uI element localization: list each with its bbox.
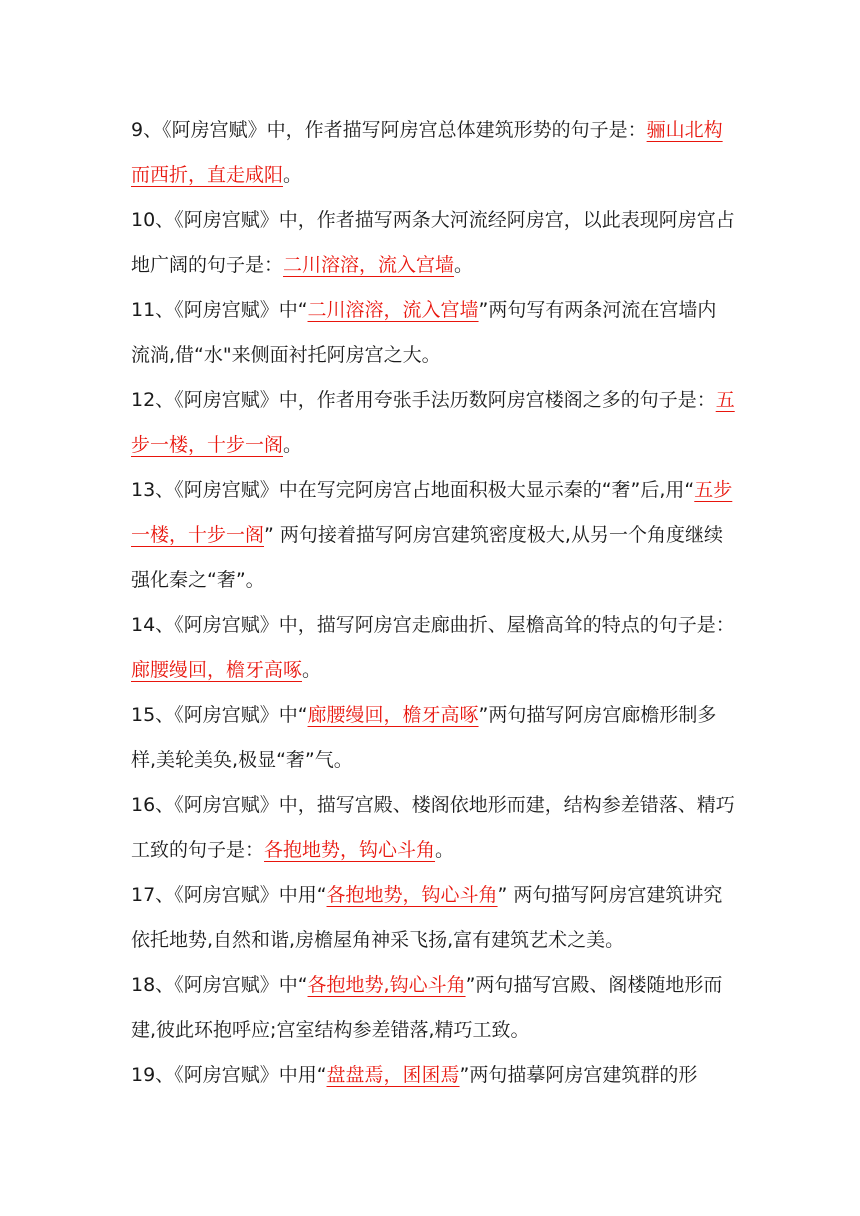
question-item [131, 783, 735, 873]
item-number: 18、 [131, 974, 175, 996]
item-number: 19、 [131, 1064, 175, 1086]
item-number: 13、 [131, 479, 175, 501]
question-text: 。 [283, 434, 303, 456]
question-text: ” 两句接着描写阿房宫建筑密度极大,从另一个角度继续强化秦之“奢”。 [131, 524, 723, 591]
question-text: ” 两句描写阿房宫建筑讲究依托地势,自然和谐,房檐屋角神采飞扬,富有建筑艺术之美。 [131, 884, 723, 951]
answer-text: 五步一楼，十步一阁 [131, 479, 733, 546]
question-item [131, 1053, 735, 1098]
question-text: 《阿房宫赋》中“ [174, 974, 308, 996]
item-number: 11、 [131, 299, 175, 321]
question-text: 。 [435, 839, 455, 861]
answer-text: 二川溶溶，流入宫墙 [307, 299, 479, 321]
item-number: 12、 [131, 389, 175, 411]
question-item [131, 198, 735, 288]
question-text: 《阿房宫赋》中用“ [174, 884, 327, 906]
item-number: 10、 [131, 209, 175, 231]
question-item [131, 108, 735, 198]
question-text: 《阿房宫赋》中“ [174, 299, 308, 321]
question-item [131, 873, 735, 963]
question-text: 《阿房宫赋》中，作者用夸张手法历数阿房宫楼阁之多的句子是： [174, 389, 716, 411]
question-text: 《阿房宫赋》中用“ [174, 1064, 327, 1086]
answer-text: 五步一楼，十步一阁 [131, 389, 735, 456]
question-text: 。 [454, 254, 474, 276]
item-number: 17、 [131, 884, 175, 906]
question-item [131, 693, 735, 783]
answer-text: 廊腰缦回，檐牙高啄 [307, 704, 479, 726]
question-text: 。 [302, 659, 322, 681]
item-number: 15、 [131, 704, 175, 726]
question-item [131, 468, 735, 603]
question-item [131, 288, 735, 378]
question-text: 《阿房宫赋》中“ [174, 704, 308, 726]
question-text: 。 [283, 164, 303, 186]
question-text: 《阿房宫赋》中，描写宫殿、楼阁依地形而建，结构参差错落、精巧工致的句子是： [131, 794, 735, 861]
answer-text: 骊山北构而西折，直走咸阳 [131, 119, 723, 186]
question-text: ”两句写有两条河流在宫墙内流淌,借“水"来侧面衬托阿房宫之大。 [131, 299, 717, 366]
answer-text: 廊腰缦回，檐牙高啄 [131, 659, 303, 681]
question-text: ”两句描写阿房宫廊檐形制多样,美轮美奂,极显“奢”气。 [131, 704, 717, 771]
question-text: 《阿房宫赋》中，描写阿房宫走廊曲折、屋檐高耸的特点的句子是： [174, 614, 735, 636]
question-item [131, 603, 735, 693]
question-text: 《阿房宫赋》中在写完阿房宫占地面积极大显示秦的“奢”后,用“ [174, 479, 695, 501]
answer-text: 二川溶溶，流入宫墙 [283, 254, 455, 276]
item-number: 16、 [131, 794, 175, 816]
item-number: 9、 [131, 119, 163, 141]
question-text: 《阿房宫赋》中，作者描写阿房宫总体建筑形势的句子是： [162, 119, 647, 141]
answer-text: 各抱地势，钩心斗角 [326, 884, 498, 906]
answer-text: 各抱地势,钩心斗角 [307, 974, 466, 996]
question-text: ”两句描写宫殿、阁楼随地形而建,彼此环抱呼应;宫室结构参差错落,精巧工致。 [131, 974, 723, 1041]
question-text: 《阿房宫赋》中，作者描写两条大河流经阿房宫，以此表现阿房宫占地广阔的句子是： [131, 209, 735, 276]
question-text: ”两句描摹阿房宫建筑群的形 [459, 1064, 698, 1086]
question-item [131, 378, 735, 468]
item-number: 14、 [131, 614, 175, 636]
document-body [131, 108, 735, 1098]
answer-text: 各抱地势，钩心斗角 [264, 839, 436, 861]
question-item [131, 963, 735, 1053]
answer-text: 盘盘焉，囷囷焉 [326, 1064, 460, 1086]
